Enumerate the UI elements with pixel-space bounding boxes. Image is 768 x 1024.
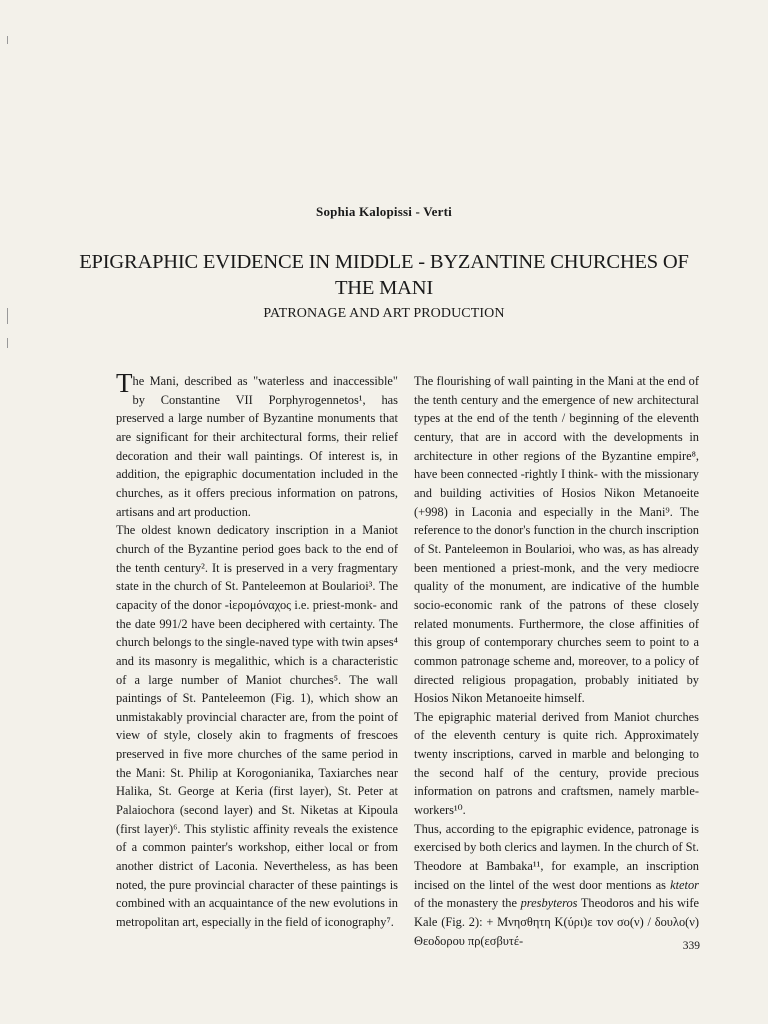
left-paragraph-1 (116, 368, 398, 521)
right-paragraph-3-text-a: Thus, according to the epigraphic evidence, patronage is exercised by both clerics and laymen. In the church of St. Theodore at Bambaka¹¹, for example, an inscription incised on the lintel of the west door mentions as (414, 821, 699, 892)
left-paragraph-2: The oldest known dedicatory inscription in a Maniot church of the Byzantine period goes back to the end of the tenth century². It is preserved in a very fragmentary state in the church of St. Panteleemon at Boularioi³. The capacity of the donor -ἱερομόναχος i.e. priest-monk- and the date 991/2 have been deciphered with certainty. The church belongs to the single-naved type with twin apses⁴ and its masonry is megalithic, which is a characteristic of a large number of Maniot churches⁵. The wall paintings of St. Panteleemon (Fig. 1), which show an unmistakably provincial character are, from the point of view of style, closely akin to fragments of frescoes preserved in five more churches of the same period in the Mani: St. Philip at Korogonianika, Taxiarches near Halika, St. George at Keria (first layer), St. Peter at Palaiochora (second layer) and St. Niketas at Kipoula (first layer)⁶. This stylistic affinity reveals the existence of a common painter's workshop, either local or from another district of Laconia. Nevertheless, as has been noted, the pure provincial character of these paintings is combined with an acquaintance of the new evolutions in metropolitan art, especially in the field of iconography⁷. (116, 523, 398, 930)
right-column (414, 372, 699, 950)
scan-artifact (7, 308, 8, 324)
right-paragraph-1: The flourishing of wall painting in the Mani at the end of the tenth century and the emergence of new architectural types at the end of the tenth / beginning of the eleventh century, that are in accord with the developments in architecture in other regions of the Byzantine empire⁸, have been connected -rightly I think- with the missionary and building activities of Hosios Nikon Metanoeite (+998) in Laconia and especially in the Mani⁹. The reference to the donor's function in the church inscription of St. Panteleemon in Boularioi, who was, as has already been mentioned a priest-monk, and the very mediocre quality of the monument, are indicative of the humble socio-economic rank of the patrons of these closely related monuments. Furthermore, the close affinities of this group of contemporary churches seem to point to a common patronage scheme and, moreover, to a policy of directed religious propagation, probably initiated by Hosios Nikon Metanoeite himself. (414, 374, 699, 706)
scan-artifact (7, 338, 8, 348)
page-number: 339 (682, 940, 700, 952)
right-paragraph-2: The epigraphic material derived from Maniot churches of the eleventh century is quite rich. Approximately twenty inscriptions, carved in marble and belonging to the second half of the century, provide precious information on patrons and craftsmen, namely marble-workers¹⁰. (414, 709, 699, 818)
right-paragraph-3-text-b: of the monastery the (414, 896, 521, 911)
left-paragraph-1-text: he Mani, described as "waterless and inaccessible" by Constantine VII Porphyrogennetos¹, has preserved a large number of Byzantine monuments that are significant for their architectural forms, their relief decoration and their wall paintings. Of interest is, in addition, the epigraphic documentation included in the churches, as it offers precious information on patrons, artisans and art production. (116, 374, 398, 519)
right-paragraph-3 (414, 820, 699, 951)
left-column (116, 368, 398, 932)
drop-cap: T (116, 368, 133, 398)
scan-artifact (7, 36, 8, 44)
right-paragraph-3-text-c: Theodoros and his wife Kale (Fig. 2): + Μνησθητη Κ(ύρι)ε τον σο(ν) / δουλο(ν) Θεοδορου πρ(εσβυτέ- (414, 896, 699, 948)
article-title: EPIGRAPHIC EVIDENCE IN MIDDLE - BYZANTINE CHURCHES OF THE MANI (79, 251, 689, 299)
term-presbyteros: presbyteros (520, 896, 578, 911)
article-subtitle: PATRONAGE AND ART PRODUCTION (263, 306, 505, 321)
term-ktetor: ktetor (670, 877, 699, 892)
author-name: Sophia Kalopissi - Verti (316, 204, 452, 219)
